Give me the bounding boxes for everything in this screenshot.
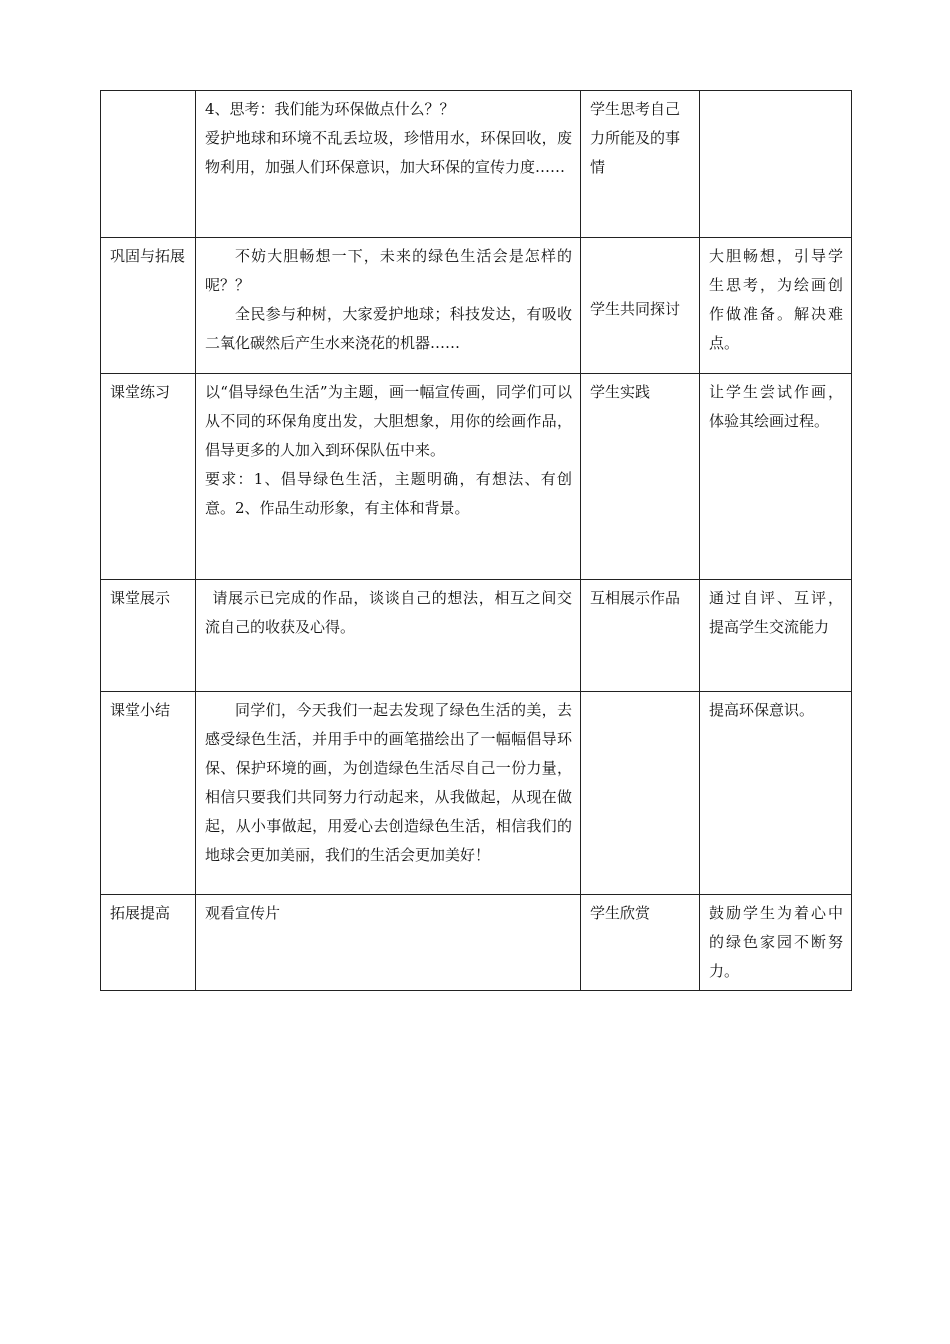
content-paragraph: 请展示已完成的作品，谈谈自己的想法，相互之间交流自己的收获及心得。 (205, 589, 572, 636)
content-paragraph: 爱护地球和环境不乱丢垃圾，珍惜用水，环保回收，废物利用，加强人们环保意识，加大环保的宣传力度…… (205, 129, 572, 176)
content-paragraph: 观看宣传片 (205, 904, 281, 922)
content-cell (196, 895, 581, 991)
student-activity-cell: 学生实践 (581, 374, 700, 580)
design-purpose-cell: 通过自评、互评，提高学生交流能力 (700, 580, 852, 692)
table-row (101, 692, 852, 895)
student-activity-cell: 互相展示作品 (581, 580, 700, 692)
content-paragraph: 同学们，今天我们一起去发现了绿色生活的美，去感受绿色生活，并用手中的画笔描绘出了一幅幅倡导环保、保护环境的画，为创造绿色生活尽自己一份力量，相信只要我们共同努力行动起来，从我做起，从现在做起，从小事做起，用爱心去创造绿色生活，相信我们的地球会更加美丽，我们的生活会更加美好！ (205, 701, 572, 864)
table-row (101, 895, 852, 991)
table-row (101, 91, 852, 238)
stage-cell: 拓展提高 (101, 895, 196, 991)
student-activity-cell: 学生思考自己力所能及的事情 (581, 91, 700, 238)
table-row (101, 238, 852, 374)
content-cell (196, 238, 581, 374)
content-cell (196, 580, 581, 692)
student-activity-cell: 学生欣赏 (581, 895, 700, 991)
design-purpose-cell: 大胆畅想，引导学生思考，为绘画创作做准备。解决难点。 (700, 238, 852, 374)
stage-cell: 巩固与拓展 (101, 238, 196, 374)
content-cell (196, 692, 581, 895)
content-cell (196, 374, 581, 580)
content-cell (196, 91, 581, 238)
stage-cell: 课堂展示 (101, 580, 196, 692)
content-paragraph: 4、思考：我们能为环保做点什么？？ (205, 100, 455, 118)
student-activity-cell (581, 692, 700, 895)
stage-cell: 课堂小结 (101, 692, 196, 895)
student-activity-cell: 学生共同探讨 (581, 238, 700, 374)
design-purpose-cell (700, 91, 852, 238)
content-paragraph: 全民参与种树，大家爱护地球；科技发达，有吸收二氧化碳然后产生水来浇花的机器…… (205, 305, 572, 352)
stage-cell: 课堂练习 (101, 374, 196, 580)
table-row (101, 374, 852, 580)
content-paragraph: 不妨大胆畅想一下，未来的绿色生活会是怎样的呢？？ (205, 247, 572, 294)
design-purpose-cell: 鼓励学生为着心中的绿色家园不断努力。 (700, 895, 852, 991)
design-purpose-cell: 让学生尝试作画，体验其绘画过程。 (700, 374, 852, 580)
design-purpose-cell: 提高环保意识。 (700, 692, 852, 895)
table-row (101, 580, 852, 692)
stage-cell (101, 91, 196, 238)
content-paragraph: 以“倡导绿色生活”为主题，画一幅宣传画，同学们可以从不同的环保角度出发，大胆想象，用你的绘画作品，倡导更多的人加入到环保队伍中来。 (205, 383, 572, 459)
lesson-plan-table (100, 90, 852, 991)
content-paragraph: 要求：1、倡导绿色生活，主题明确，有想法、有创意。2、作品生动形象，有主体和背景。 (205, 470, 572, 517)
